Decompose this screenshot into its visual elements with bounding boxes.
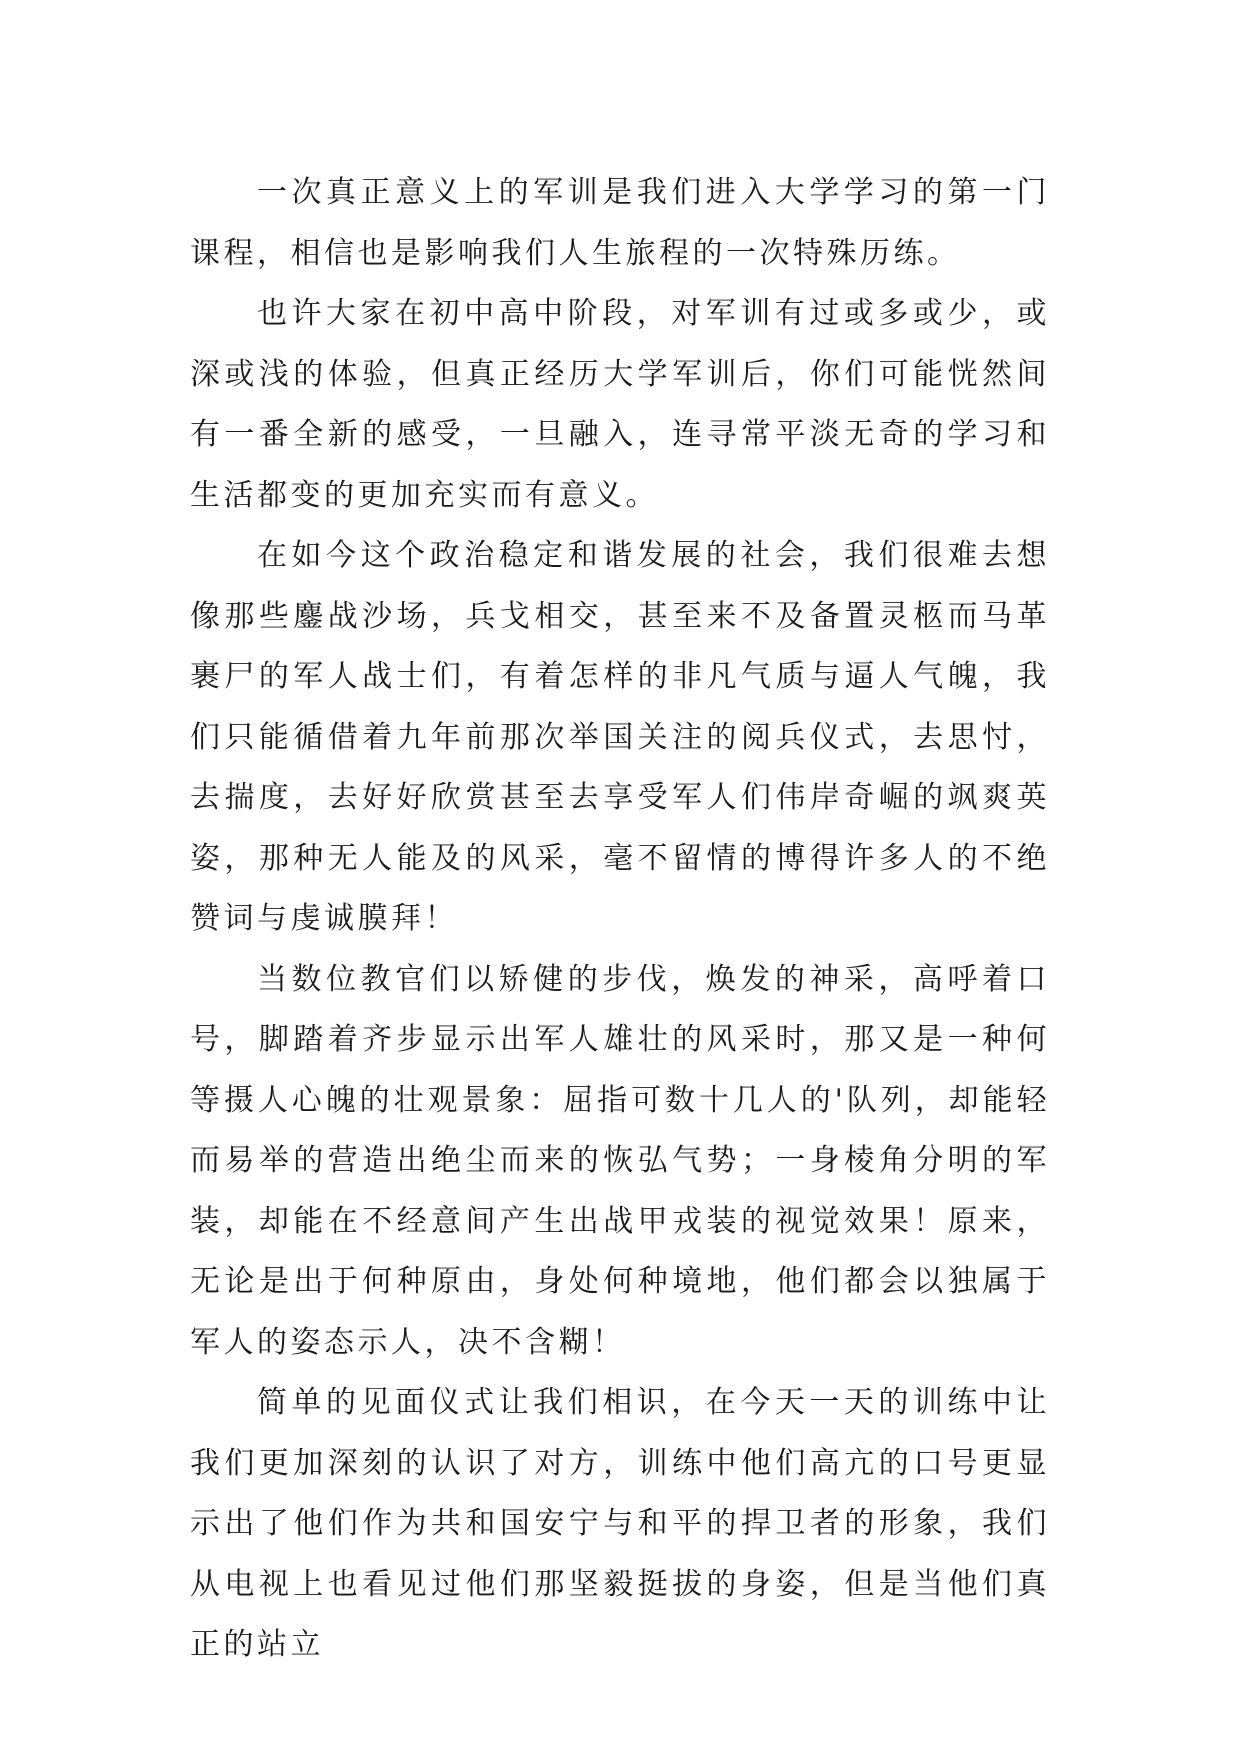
paragraph-4: 当数位教官们以矫健的步伐，焕发的神采，高呼着口号，脚踏着齐步显示出军人雄壮的风采时，那又是一种何等摄人心魄的壮观景象：屈指可数十几人的'队列，却能轻而易举的营造出绝尘而来的恢弘气势；一身棱角分明的军装，却能在不经意间产生出战甲戎装的视觉效果！原来，无论是出于何种原由，身处何种境地，他们都会以独属于军人的姿态示人，决不含糊！ — [190, 961, 1050, 1360]
document-body — [190, 163, 1050, 1676]
paragraph-1: 一次真正意义上的军训是我们进入大学学习的第一门课程，相信也是影响我们人生旅程的一次特殊历练。 — [190, 175, 1050, 271]
paragraph-2: 也许大家在初中高中阶段，对军训有过或多或少，或深或浅的体验，但真正经历大学军训后，你们可能恍然间有一番全新的感受，一旦融入，连寻常平淡无奇的学习和生活都变的更加充实而有意义。 — [190, 296, 1050, 513]
paragraph-3: 在如今这个政治稳定和谐发展的社会，我们很难去想像那些鏖战沙场，兵戈相交，甚至来不及备置灵柩而马革裹尸的军人战士们，有着怎样的非凡气质与逼人气魄，我们只能循借着九年前那次举国关注的阅兵仪式，去思忖，去揣度，去好好欣赏甚至去享受军人们伟岸奇崛的飒爽英姿，那种无人能及的风采，毫不留情的博得许多人的不绝赞词与虔诚膜拜！ — [190, 538, 1050, 936]
paragraph-5: 简单的见面仪式让我们相识，在今天一天的训练中让我们更加深刻的认识了对方，训练中他们高亢的口号更显示出了他们作为共和国安宁与和平的捍卫者的形象，我们从电视上也看见过他们那坚毅挺拔的身姿，但是当他们真正的站立 — [190, 1385, 1050, 1662]
